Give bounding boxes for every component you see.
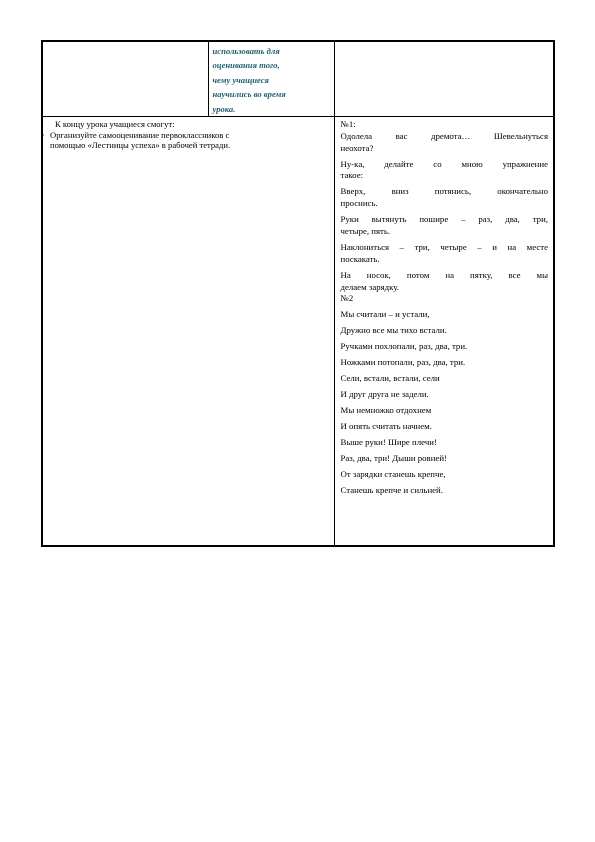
exercises-cell	[334, 117, 554, 547]
exercise-line: Мы считали – и устали,	[340, 309, 430, 320]
assessment-note-cell	[208, 41, 334, 117]
bullet-icon: •	[41, 129, 45, 140]
exercise-line: Выше руки! Шире плечи!	[340, 437, 437, 448]
exercise-line: Станешь крепче и сильней.	[340, 485, 443, 496]
table-row	[42, 41, 554, 117]
exercise-line: И опять считать начнем.	[340, 421, 432, 432]
exercise-line: Дружно все мы тихо встали.	[340, 325, 447, 336]
empty-cell	[334, 41, 554, 117]
exercise-line: делаем зарядку.	[340, 281, 400, 292]
exercise-line: Руки вытянуть пошире – раз, два, три,	[340, 214, 548, 225]
exercise-line: И друг друга не задели.	[340, 389, 429, 400]
exercise-line: неохота?	[340, 142, 374, 153]
exercise-line: Одолела вас дремота… Шевельнуться	[340, 130, 548, 141]
exercise-line: проснись.	[340, 198, 378, 209]
outcome-line: помощью «Лестницы успеха» в рабочей тетради.	[50, 140, 231, 151]
exercise-line: На носок, потом на пятку, все мы	[340, 269, 548, 280]
exercise-line: четыре, пять.	[340, 225, 391, 236]
outcome-item	[41, 129, 330, 151]
note-line: оценивания того,	[212, 60, 280, 71]
empty-cell	[42, 41, 208, 117]
outcome-line: Организуйте самооценивание первоклассников с	[50, 129, 230, 140]
exercise-line: Ножками потопали, раз, два, три.	[340, 357, 466, 368]
exercise-1-title: №1:	[340, 119, 356, 130]
outcomes-lead: К концу урока учащиеся смогут:	[55, 119, 175, 130]
exercise-line: Вверх, вниз потянись, окончательно	[340, 186, 548, 197]
exercise-line: Сели, встали, встали, сели	[340, 373, 440, 384]
note-line: использовать для	[212, 46, 280, 56]
note-line: научились во время	[212, 89, 286, 100]
exercise-line: От зарядки станешь крепче,	[340, 469, 446, 480]
assessment-note	[209, 42, 334, 116]
table-row	[42, 117, 554, 547]
exercise-line: Ручками похлопали, раз, два, три.	[340, 341, 468, 352]
lesson-plan-table	[41, 40, 555, 547]
note-line: урока.	[212, 103, 236, 114]
exercise-line: Раз, два, три! Дыши ровней!	[340, 453, 447, 464]
exercise-line: Наклониться – три, четыре – и на месте	[340, 241, 548, 252]
exercise-line: такое:	[340, 170, 364, 181]
exercise-line: Мы немножко отдохнем	[340, 405, 432, 416]
outcomes-cell	[42, 117, 334, 547]
note-line: чему учащиеся	[212, 74, 269, 85]
exercise-line: поскакать.	[340, 253, 380, 264]
exercise-2-title: №2	[340, 293, 354, 304]
exercise-line: Ну-ка, делайте со мною упражнение	[340, 158, 548, 169]
